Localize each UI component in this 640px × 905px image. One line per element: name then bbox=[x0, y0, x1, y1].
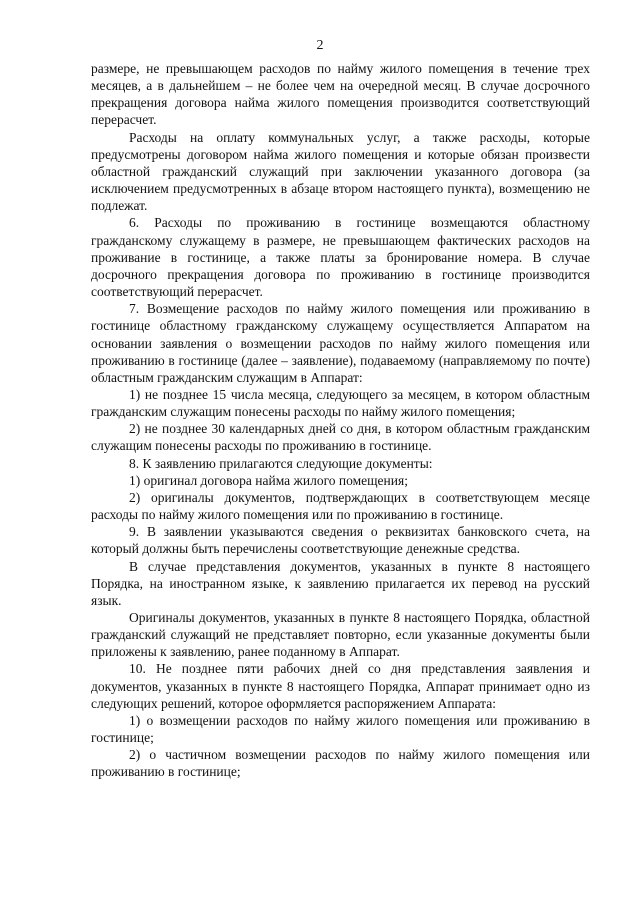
paragraph-item-8-sub-1: 1) оригинал договора найма жилого помещения; bbox=[129, 472, 408, 488]
paragraph-item-9: 9. В заявлении указываются сведения о реквизитах банковского счета, на который должны быть перечислены соответствующие денежные средства. bbox=[91, 524, 590, 557]
paragraph-originals: Оригиналы документов, указанных в пункте 8 настоящего Порядка, областной гражданский служащий не представляет повторно, если указанные документы были приложены к заявлению, ранее поданному в Аппарат. bbox=[91, 610, 590, 660]
paragraph-translation: В случае представления документов, указанных в пункте 8 настоящего Порядка, на иностранном языке, к заявлению прилагается их перевод на русский язык. bbox=[91, 558, 590, 608]
document-body bbox=[91, 60, 590, 781]
paragraph-item-7: 7. Возмещение расходов по найму жилого помещения или проживанию в гостинице областному гражданскому служащему осуществляется Аппаратом на основании заявления о возмещении расходов по найму жилого помещения или проживанию в гостинице (далее – заявление), подаваемому (направляемому по почте) областным гражданским служащим в Аппарат: bbox=[91, 301, 590, 385]
paragraph-item-6: 6. Расходы по проживанию в гостинице возмещаются областному гражданскому служащему в размере, не превышающем фактических расходов на проживание в гостинице, а также платы за бронирование номера. В случае досрочного прекращения договора по проживанию в гостинице производится соответствующий перерасчет. bbox=[91, 215, 590, 300]
paragraph-item-10: 10. Не позднее пяти рабочих дней со дня представления заявления и документов, указанных в пункте 8 настоящего Порядка, Аппарат принимает одно из следующих решений, которое оформляется распоряжением Аппарата: bbox=[91, 661, 590, 711]
paragraph-item-10-sub-1: 1) о возмещении расходов по найму жилого помещения или проживанию в гостинице; bbox=[91, 712, 590, 746]
paragraph-item-10-sub-2: 2) о частичном возмещении расходов по найму жилого помещения или проживанию в гостинице; bbox=[91, 747, 590, 780]
paragraph-item-8-sub-2: 2) оригиналы документов, подтверждающих в соответствующем месяце расходы по найму жилого помещения или по проживанию в гостинице. bbox=[91, 489, 590, 523]
paragraph-item-7-sub-2: 2) не позднее 30 календарных дней со дня, в котором областным гражданским служащим понесены расходы по проживанию в гостинице. bbox=[91, 421, 590, 454]
page-number: 2 bbox=[316, 38, 324, 53]
paragraph-item-7-sub-1: 1) не позднее 15 числа месяца, следующего за месяцем, в котором областным гражданским служащим понесены расходы по найму жилого помещения; bbox=[91, 386, 590, 420]
paragraph-item-8: 8. К заявлению прилагаются следующие документы: bbox=[129, 455, 433, 471]
paragraph-utilities-not-reimbursed: Расходы на оплату коммунальных услуг, а также расходы, которые предусмотрены договором найма жилого помещения и которые обязан произвести областной гражданский служащий при заключении указанного договора (за исключением предусмотренных в абзаце втором настоящего пункта), возмещению не подлежат. bbox=[91, 129, 590, 214]
paragraph-continuation: размере, не превышающем расходов по найму жилого помещения в течение трех месяцев, а в дальнейшем – не более чем на очередной месяц. В случае досрочного прекращения договора найма жилого помещения производится соответствующий перерасчет. bbox=[91, 61, 590, 128]
